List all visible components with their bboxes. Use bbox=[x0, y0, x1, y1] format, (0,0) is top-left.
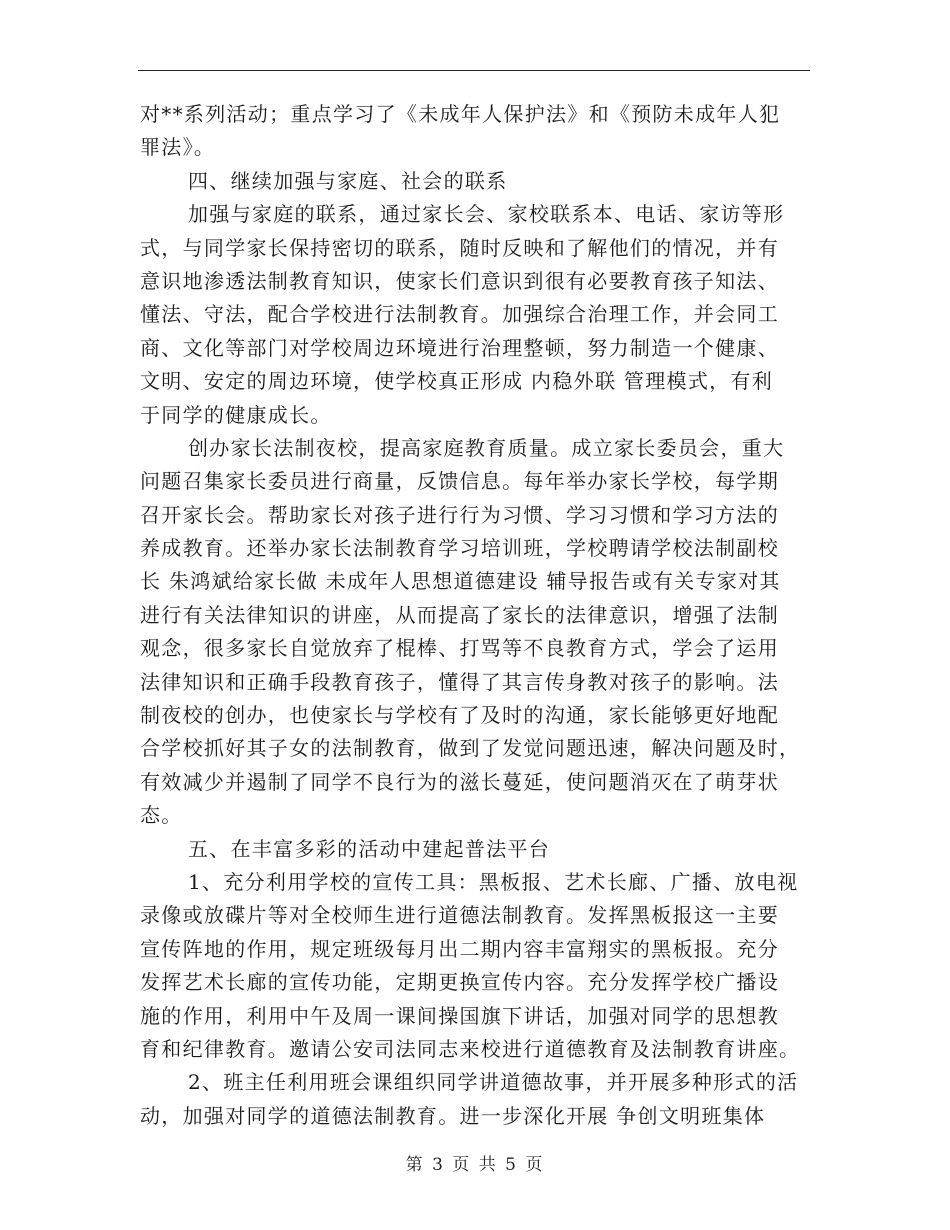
text-line: 2、班主任利用班会课组织同学讲道德故事，并开展多种形式的活 bbox=[188, 1070, 799, 1095]
text-line: 制夜校的创办，也使家长与学校有了及时的沟通，家长能够更好地配 bbox=[140, 703, 779, 728]
text-line: 育和纪律教育。邀请公安司法同志来校进行道德教育及法制教育讲座。 bbox=[140, 1036, 801, 1061]
text-line: 商、文化等部门对学校周边环境进行治理整顿，努力制造一个健康、 bbox=[140, 335, 779, 360]
text-line: 养成教育。还举办家长法制教育学习培训班，学校聘请学校法制副校 bbox=[140, 536, 779, 561]
page-number-footer: 第 3 页 共 5 页 bbox=[405, 1155, 545, 1175]
text-line: 态。 bbox=[140, 803, 183, 828]
text-line: 对**系列活动；重点学习了《未成年人保护法》和《预防未成年人犯 bbox=[140, 102, 781, 126]
text-line: 问题召集家长委员进行商量，反馈信息。每年举办家长学校，每学期 bbox=[140, 469, 779, 494]
text-line: 文明、安定的周边环境，使学校真正形成 内稳外联 管理模式，有利 bbox=[140, 369, 774, 394]
text-line: 五、在丰富多彩的活动中建起普法平台 bbox=[188, 836, 551, 861]
document-body bbox=[140, 98, 812, 1133]
text-line: 进行有关法律知识的讲座，从而提高了家长的法律意识，增强了法制 bbox=[140, 602, 779, 627]
text-line: 长 朱鸿斌给家长做 未成年人思想道德建设 辅导报告或有关专家对其 bbox=[140, 569, 781, 594]
text-line: 施的作用，利用中午及周一课间操国旗下讲话，加强对同学的思想教 bbox=[140, 1003, 779, 1028]
text-line: 有效减少并遏制了同学不良行为的滋长蔓延，使问题消灭在了萌芽状 bbox=[140, 769, 779, 794]
text-line: 发挥艺术长廊的宣传功能，定期更换宣传内容。充分发挥学校广播设 bbox=[140, 970, 779, 995]
text-line: 合学校抓好其子女的法制教育，做到了发觉问题迅速，解决问题及时， bbox=[140, 736, 801, 761]
text-line: 于同学的健康成长。 bbox=[140, 402, 332, 427]
text-line: 式，与同学家长保持密切的联系，随时反映和了解他们的情况，并有 bbox=[140, 235, 779, 260]
text-line: 创办家长法制夜校，提高家庭教育质量。成立家长委员会，重大 bbox=[188, 435, 785, 460]
text-line: 录像或放碟片等对全校师生进行道德法制教育。发挥黑板报这一主要 bbox=[140, 903, 779, 928]
text-line: 召开家长会。帮助家长对孩子进行行为习惯、学习习惯和学习方法的 bbox=[140, 502, 779, 527]
text-line: 罪法》。 bbox=[140, 135, 216, 160]
text-line: 四、继续加强与家庭、社会的联系 bbox=[188, 168, 508, 193]
text-line: 观念，很多家长自觉放弃了棍棒、打骂等不良教育方式，学会了运用 bbox=[140, 636, 779, 661]
text-line: 意识地渗透法制教育知识，使家长们意识到很有必要教育孩子知法、 bbox=[140, 268, 779, 293]
text-line: 法律知识和正确手段教育孩子，懂得了其言传身教对孩子的影响。法 bbox=[140, 669, 779, 694]
header-rule bbox=[138, 70, 810, 71]
text-line: 宣传阵地的作用，规定班级每月出二期内容丰富翔实的黑板报。充分 bbox=[140, 936, 779, 961]
text-line: 懂法、守法，配合学校进行法制教育。加强综合治理工作，并会同工 bbox=[140, 302, 779, 327]
text-line: 1、充分利用学校的宣传工具：黑板报、艺术长廊、广播、放电视 bbox=[188, 869, 799, 894]
text-line: 动，加强对同学的道德法制教育。进一步深化开展 争创文明班集体 bbox=[140, 1103, 766, 1128]
text-line: 加强与家庭的联系，通过家长会、家校联系本、电话、家访等形 bbox=[188, 202, 785, 227]
